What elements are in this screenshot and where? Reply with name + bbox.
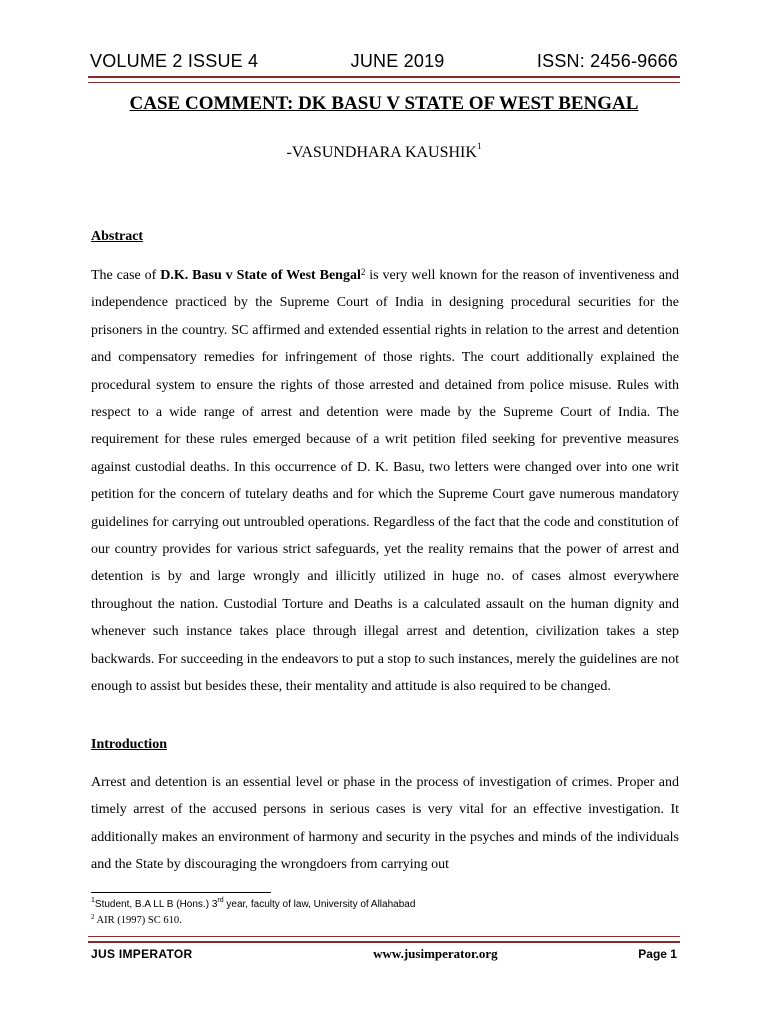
- abstract-paragraph: [91, 262, 679, 701]
- page-header: [90, 46, 678, 72]
- document-title: CASE COMMENT: DK BASU V STATE OF WEST BENGAL: [129, 93, 639, 114]
- footnote-1: [91, 899, 415, 910]
- footnote-1-ordinal: rd: [217, 897, 224, 904]
- footnote-1-text-rest: year, faculty of law, University of Allahabad: [223, 899, 416, 910]
- footer-rule: [88, 936, 680, 943]
- author-name: -VASUNDHARA KAUSHIK: [286, 144, 477, 161]
- author-line: [0, 141, 768, 162]
- introduction-paragraph: Arrest and detention is an essential level or phase in the process of investigation of crimes. Proper and timely arrest of the accused persons in serious cases is very vital for an effective investigation. It additionally makes an environment of harmony and security in the psyches and minds of the individuals and the State by discouraging the wrongdoers from carrying out: [91, 775, 679, 873]
- footnote-2: [91, 915, 182, 926]
- header-issn: ISSN: 2456-9666: [536, 51, 678, 71]
- introduction-heading: Introduction: [91, 737, 167, 752]
- footnote-1-text: Student, B.A LL B (Hons.) 3: [94, 899, 218, 910]
- header-rule: [88, 76, 680, 83]
- abstract-lead: The case of: [91, 268, 161, 283]
- footer-website-link[interactable]: www.jusimperator.org: [373, 946, 498, 961]
- page-footer: [91, 946, 677, 962]
- footnote-2-text: AIR (1997) SC 610.: [96, 915, 182, 926]
- abstract-heading: Abstract: [91, 229, 144, 244]
- footnote-rule: [91, 892, 271, 893]
- author-footnote-mark: 1: [476, 141, 482, 151]
- header-volume: VOLUME 2 ISSUE 4: [90, 51, 259, 71]
- header-date: JUNE 2019: [350, 51, 445, 71]
- footer-journal-name: JUS IMPERATOR: [91, 947, 193, 961]
- abstract-case-name: D.K. Basu v State of West Bengal: [160, 268, 361, 283]
- abstract-body: is very well known for the reason of inventiveness and independence practiced by the Supreme Court of India in designing procedural securities for the prisoners in the country. SC affirmed and extended essential rights in relation to the arrest and detention and compensatory remedies for infringement of those rights. The court additionally explained the procedural system to ensure the rights of those arrested and detained from police misuse. Rules with respect to a wide range of arrest and detention were made by the Supreme Court of India. The requirement for these rules emerged because of a writ petition filed seeking for preventive measures against custodial deaths. In this occurrence of D. K. Basu, two letters were changed over into one writ petition for the concern of tutelary deaths and for which the Supreme Court gave numerous mandatory guidelines for carrying out untroubled operations. Regardless of the fact that the code and constitution of our country provides for various strict safeguards, yet the reality remains that the power of arrest and detention is by and large wrongly and illicitly utilized in huge no. of cases almost everywhere throughout the nation. Custodial Torture and Deaths is a calculated assault on the human dignity and whenever such instance takes place through illegal arrest and detention, civilization takes a step backwards. For succeeding in the endeavors to put a stop to such instances, merely the guidelines are not enough to assist but besides these, their mentality and attitude is also required to be changed.: [91, 268, 679, 695]
- footnote-1-mark: 1: [91, 897, 95, 904]
- footnote-2-mark: 2: [91, 913, 95, 921]
- abstract-footnote-mark: 2: [360, 267, 366, 277]
- footer-page-number: Page 1: [638, 947, 677, 961]
